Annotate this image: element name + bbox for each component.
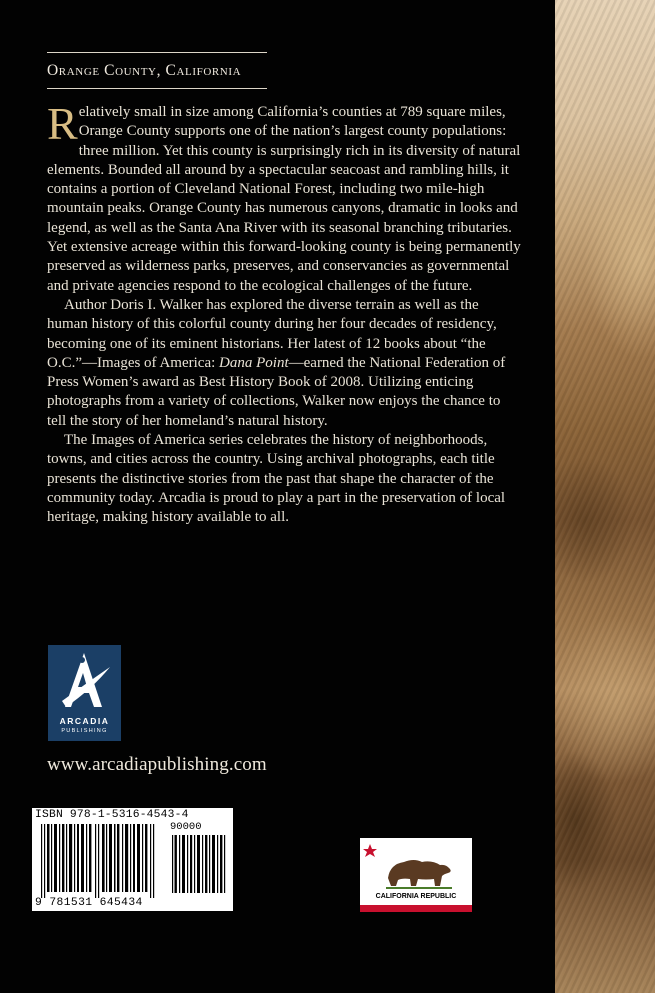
heading-rule-bottom — [47, 88, 267, 89]
arcadia-a-icon — [48, 645, 121, 717]
logo-name: ARCADIA — [59, 716, 110, 726]
isbn-barcode — [32, 808, 233, 911]
barcode-supplement-bars — [171, 835, 229, 893]
flag-text: CALIFORNIA REPUBLIC — [375, 893, 457, 900]
publisher-website[interactable]: www.arcadiapublishing.com — [47, 754, 267, 775]
arcadia-logo — [48, 645, 121, 741]
book-title-italic: Dana Point — [219, 354, 289, 371]
paragraph-3: The Images of America series celebrates the history of neighborhoods, towns, and cities across the country. Using archival photographs, each title presents the distinctive stories from the past that shape the character of the community today. Arcadia is proud to play a part in the preservation of local heritage, making history available to all. — [47, 432, 506, 526]
price-code: 90000 — [170, 821, 202, 833]
isbn-number: ISBN 978-1-5316-4543-4 — [35, 809, 189, 821]
barcode-main-bars — [37, 824, 167, 898]
paragraph-2 — [47, 296, 521, 431]
paragraph-1-text: elatively small in size among California’s counties at 789 square miles, Orange County supports one of the nation’s largest county populations: three million. Yet this county is surprisingly rich in its diversity of natural elements. Bounded all around by a spectacular seacoast and rambling hills, it contains a portion of Cleveland National Forest, including two mile-high mountain peaks. Orange County has numerous canyons, dramatic in looks and legend, as well as the Santa Ana River with its seasonal branching tributaries. Yet extensive acreage within this forward-looking county is being permanently preserved as wilderness parks, preserves, and conservancies as governmental and private agencies respond to the ecological challenges of the future. — [47, 104, 521, 294]
sepia-landscape-photo — [555, 0, 655, 993]
california-flag — [360, 838, 472, 912]
drop-cap: R — [47, 98, 78, 149]
flag-red-stripe — [360, 905, 472, 912]
paragraph-1 — [47, 98, 521, 296]
paragraph-2-text-b: —earned the National Federation of Press Women’s award as Best History Book of 2008. Utilizing enticing photographs from a variety of collections, Walker now enjoys the chance to tell the story of her homeland’s natural history. — [47, 354, 506, 429]
california-bear-flag-icon — [360, 838, 472, 898]
logo-subtitle: PUBLISHING — [61, 728, 108, 734]
heading-rule-top — [47, 52, 267, 53]
paragraph-2-text-a: Author Doris I. Walker has explored the diverse terrain as well as the human history of this colorful county during her four decades of residency, becoming one of its eminent historians. Her latest of 12 books about “the O.C.”—Images of America: — [47, 296, 497, 371]
barcode-digits: 9 781531 645434 — [35, 897, 143, 909]
description-text — [47, 98, 521, 528]
cover-heading: Orange County, California — [47, 62, 242, 79]
